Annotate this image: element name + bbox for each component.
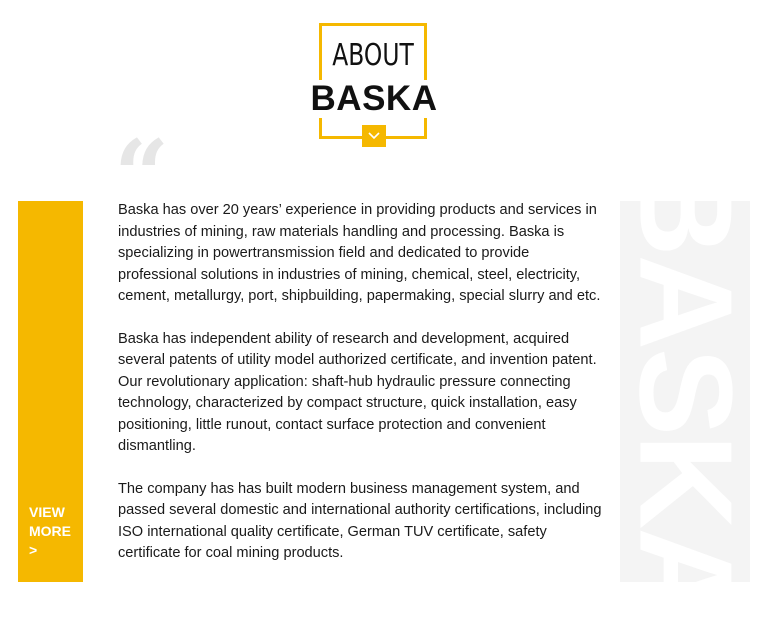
view-more-line1: VIEW (29, 504, 65, 520)
view-more-link[interactable] (29, 503, 79, 560)
about-content (118, 200, 603, 586)
view-more-arrow: > (29, 542, 38, 558)
view-more-line2: MORE (29, 523, 71, 539)
watermark-text: BASKA (612, 161, 760, 621)
brand-watermark (612, 161, 760, 621)
page-title-brand: BASKA (306, 80, 442, 118)
about-paragraph-2: Baska has independent ability of research and development, acquired several patents of utility model authorized certificate, and invention patent. Our revolutionary application: shaft-hub hydraulic pressure connecting technology, characterized by compact structure, quick installation, easy positioning, little runout, contact surface protection and convenient dismantling. (118, 330, 597, 454)
about-paragraph-3: The company has has built modern business management system, and passed several domestic and international authority certifications, including ISO international quality certificate, German TUV certificate, safety certificate for coal mining products. (118, 480, 602, 561)
page-title-about: ABOUT (332, 38, 414, 73)
chevron-down-icon (368, 132, 380, 140)
scroll-down-button[interactable] (362, 125, 386, 147)
about-paragraph-1: Baska has over 20 years’ experience in providing products and services in industries of mining, raw materials handling and processing. Baska is specializing in powertransmission field and dedicated to provide professional solutions in industries of mining, chemical, steel, electricity, cement, metallurgy, port, shipbuilding, papermaking, special slurry and etc. (118, 202, 601, 304)
quote-mark-icon: “ (114, 119, 170, 232)
